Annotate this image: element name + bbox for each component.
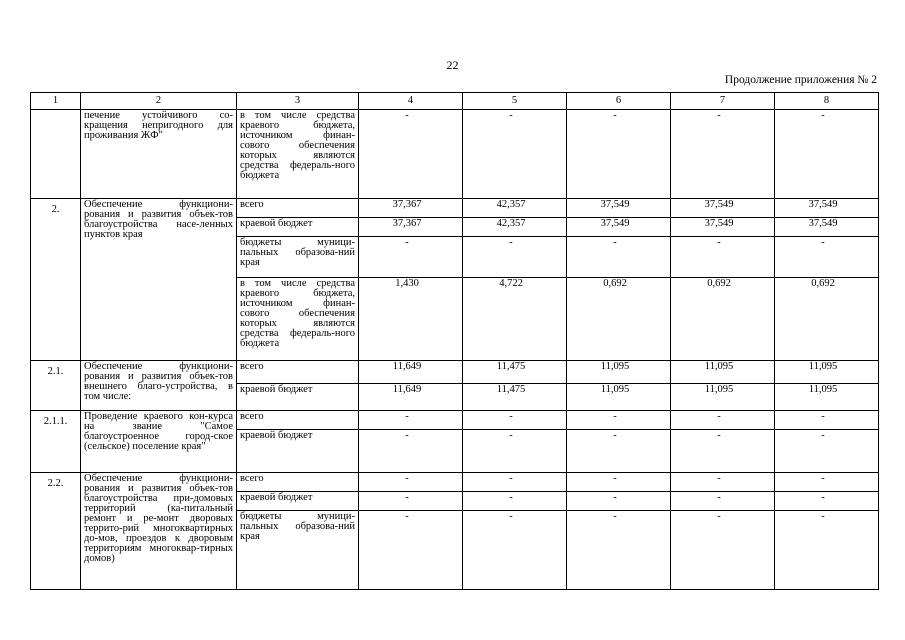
measure-name: Проведение краевого кон-курса на звание "Самое благоустроенное город-ское (сельское) поселение края" (81, 411, 237, 473)
value-cell-year-7: 0,692 (671, 278, 775, 361)
value-cell-year-6: - (567, 511, 671, 590)
value-cell-year-4: 11,649 (359, 361, 463, 384)
funding-source: всего (237, 199, 359, 218)
value-cell-year-6: 0,692 (567, 278, 671, 361)
budget-table (30, 92, 879, 590)
value-cell-year-8: 37,549 (775, 218, 879, 237)
value-cell-year-7: - (671, 110, 775, 199)
value-cell-year-7: - (671, 492, 775, 511)
value-cell-year-8: 11,095 (775, 384, 879, 411)
value-cell-year-5: 4,722 (463, 278, 567, 361)
table-row (31, 110, 879, 199)
value-cell-year-5: - (463, 492, 567, 511)
column-header: 3 (237, 93, 359, 110)
value-cell-year-8: 0,692 (775, 278, 879, 361)
value-cell-year-8: - (775, 492, 879, 511)
value-cell-year-5: 11,475 (463, 384, 567, 411)
measure-name: печение устойчивого со-кращения непригодного для проживания ЖФ" (81, 110, 237, 199)
value-cell-year-4: - (359, 473, 463, 492)
value-cell-year-5: - (463, 411, 567, 430)
column-header: 4 (359, 93, 463, 110)
column-header: 5 (463, 93, 567, 110)
page-number: 22 (446, 58, 459, 72)
value-cell-year-6: - (567, 237, 671, 278)
funding-source: бюджеты муници-пальных образова-ний края (237, 511, 359, 590)
row-number (31, 110, 81, 199)
value-cell-year-6: 37,549 (567, 199, 671, 218)
table-row (31, 473, 879, 492)
table-row (31, 361, 879, 384)
funding-source: краевой бюджет (237, 492, 359, 511)
value-cell-year-5: 11,475 (463, 361, 567, 384)
value-cell-year-4: - (359, 411, 463, 430)
value-cell-year-5: - (463, 237, 567, 278)
value-cell-year-8: - (775, 430, 879, 473)
value-cell-year-7: 11,095 (671, 361, 775, 384)
funding-source: краевой бюджет (237, 384, 359, 411)
funding-source: всего (237, 473, 359, 492)
funding-source: краевой бюджет (237, 218, 359, 237)
row-number: 2.2. (31, 473, 81, 590)
value-cell-year-4: - (359, 110, 463, 199)
measure-name: Обеспечение функциони-рования и развития объек-тов благоустройства насе-ленных пунктов края (81, 199, 237, 361)
value-cell-year-4: - (359, 511, 463, 590)
value-cell-year-8: - (775, 110, 879, 199)
funding-source: в том числе средства краевого бюджета, источником финан-сового обеспечения которых являются средства федераль-ного бюджета (237, 278, 359, 361)
column-header: 6 (567, 93, 671, 110)
value-cell-year-7: - (671, 511, 775, 590)
value-cell-year-4: - (359, 237, 463, 278)
column-header: 8 (775, 93, 879, 110)
value-cell-year-4: 37,367 (359, 218, 463, 237)
value-cell-year-5: 42,357 (463, 199, 567, 218)
continuation-label: Продолжение приложения № 2 (724, 74, 877, 86)
table-row (31, 199, 879, 218)
row-number: 2.1.1. (31, 411, 81, 473)
value-cell-year-8: - (775, 511, 879, 590)
value-cell-year-7: - (671, 430, 775, 473)
value-cell-year-6: 37,549 (567, 218, 671, 237)
table-row (31, 411, 879, 430)
value-cell-year-7: 37,549 (671, 199, 775, 218)
funding-source: бюджеты муници-пальных образова-ний края (237, 237, 359, 278)
value-cell-year-8: - (775, 473, 879, 492)
column-header: 1 (31, 93, 81, 110)
column-header: 2 (81, 93, 237, 110)
funding-source: краевой бюджет (237, 430, 359, 473)
funding-source: всего (237, 361, 359, 384)
measure-name: Обеспечение функциони-рования и развития объек-тов внешнего благо-устройства, в том числе: (81, 361, 237, 411)
value-cell-year-6: - (567, 473, 671, 492)
value-cell-year-6: 11,095 (567, 384, 671, 411)
value-cell-year-5: - (463, 511, 567, 590)
value-cell-year-5: 42,357 (463, 218, 567, 237)
value-cell-year-5: - (463, 110, 567, 199)
value-cell-year-7: - (671, 237, 775, 278)
value-cell-year-8: 11,095 (775, 361, 879, 384)
value-cell-year-4: 11,649 (359, 384, 463, 411)
row-number: 2. (31, 199, 81, 361)
value-cell-year-4: 1,430 (359, 278, 463, 361)
value-cell-year-7: 11,095 (671, 384, 775, 411)
value-cell-year-6: - (567, 492, 671, 511)
value-cell-year-8: - (775, 237, 879, 278)
value-cell-year-5: - (463, 430, 567, 473)
value-cell-year-6: - (567, 110, 671, 199)
value-cell-year-8: 37,549 (775, 199, 879, 218)
funding-source: в том числе средства краевого бюджета, источником финан-сового обеспечения которых являются средства федераль-ного бюджета (237, 110, 359, 199)
value-cell-year-4: - (359, 492, 463, 511)
column-header-row (31, 93, 879, 110)
value-cell-year-7: - (671, 411, 775, 430)
value-cell-year-7: - (671, 473, 775, 492)
value-cell-year-6: - (567, 411, 671, 430)
value-cell-year-7: 37,549 (671, 218, 775, 237)
funding-source: всего (237, 411, 359, 430)
value-cell-year-8: - (775, 411, 879, 430)
value-cell-year-5: - (463, 473, 567, 492)
value-cell-year-4: - (359, 430, 463, 473)
row-number: 2.1. (31, 361, 81, 411)
value-cell-year-4: 37,367 (359, 199, 463, 218)
value-cell-year-6: - (567, 430, 671, 473)
value-cell-year-6: 11,095 (567, 361, 671, 384)
measure-name: Обеспечение функциони-рования и развития объек-тов благоустройства при-домовых территорий (ка-питальный ремонт и ре-монт дворовых террито-рий многоквартирных до-мов, проездов к дворовым территориям многоквар-тирных домов) (81, 473, 237, 590)
column-header: 7 (671, 93, 775, 110)
